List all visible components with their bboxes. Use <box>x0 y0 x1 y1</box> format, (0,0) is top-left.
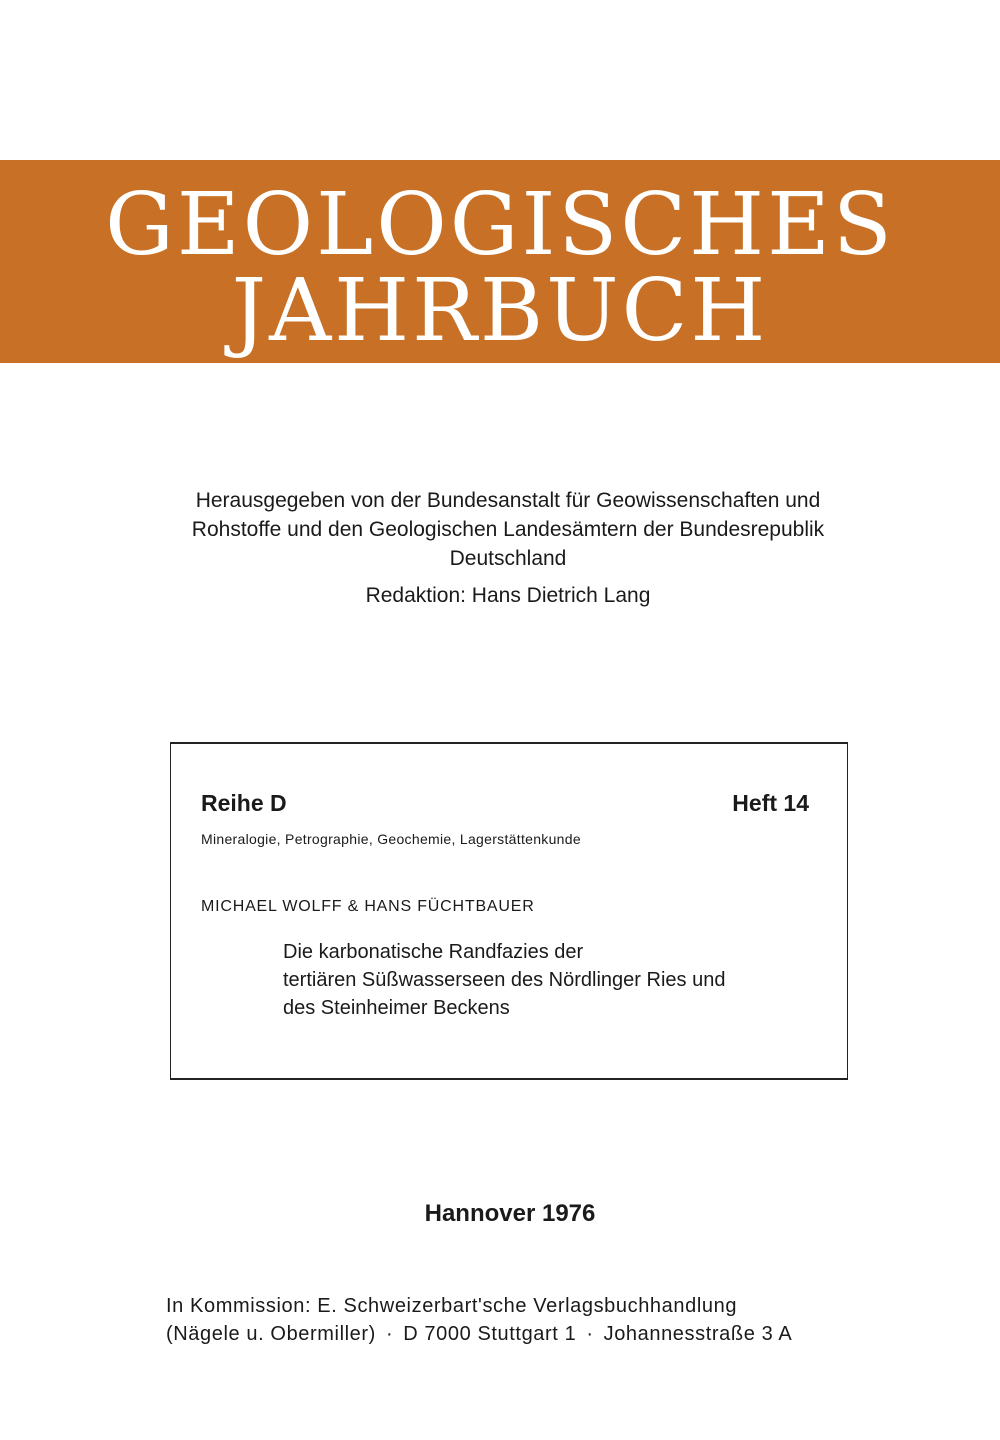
publisher-line-1: Herausgegeben von der Bundesanstalt für Geowissenschaften und <box>195 489 821 512</box>
publisher-statement <box>100 486 916 573</box>
series-label: Reihe D <box>201 790 287 816</box>
article-title-line-2: tertiären Süßwasserseen des Nördlinger Ries und <box>283 969 726 991</box>
imprint-city: D 7000 Stuttgart 1 <box>403 1323 577 1345</box>
imprint <box>166 1292 886 1348</box>
imprint-separator-1: · <box>385 1323 394 1345</box>
publisher-line-2: Rohstoffe und den Geologischen Landesämtern der Bundesrepublik <box>191 518 825 541</box>
article-title-line-1: Die karbonatische Randfazies der <box>283 941 584 963</box>
article-title <box>283 938 823 1022</box>
title-band <box>0 160 1000 363</box>
series-box <box>170 742 848 1080</box>
editor-line: Redaktion: Hans Dietrich Lang <box>365 584 651 607</box>
authors: MICHAEL WOLFF & HANS FÜCHTBAUER <box>201 898 535 915</box>
imprint-street: Johannesstraße 3 A <box>603 1323 793 1345</box>
article-title-line-3: des Steinheimer Beckens <box>283 997 510 1019</box>
imprint-publisher: (Nägele u. Obermiller) <box>166 1323 376 1345</box>
journal-title-line-1: GEOLOGISCHES <box>105 175 895 275</box>
place-and-year: Hannover 1976 <box>424 1200 596 1227</box>
imprint-separator-2: · <box>586 1323 594 1345</box>
publisher-line-3: Deutschland <box>449 547 567 570</box>
imprint-line-2 <box>166 1320 886 1348</box>
issue-number: Heft 14 <box>732 790 809 816</box>
series-subjects: Mineralogie, Petrographie, Geochemie, Lagerstättenkunde <box>201 831 581 847</box>
journal-title-line-2: JAHRBUCH <box>231 261 769 361</box>
imprint-line-1: In Kommission: E. Schweizerbart'sche Verlagsbuchhandlung <box>166 1295 738 1317</box>
